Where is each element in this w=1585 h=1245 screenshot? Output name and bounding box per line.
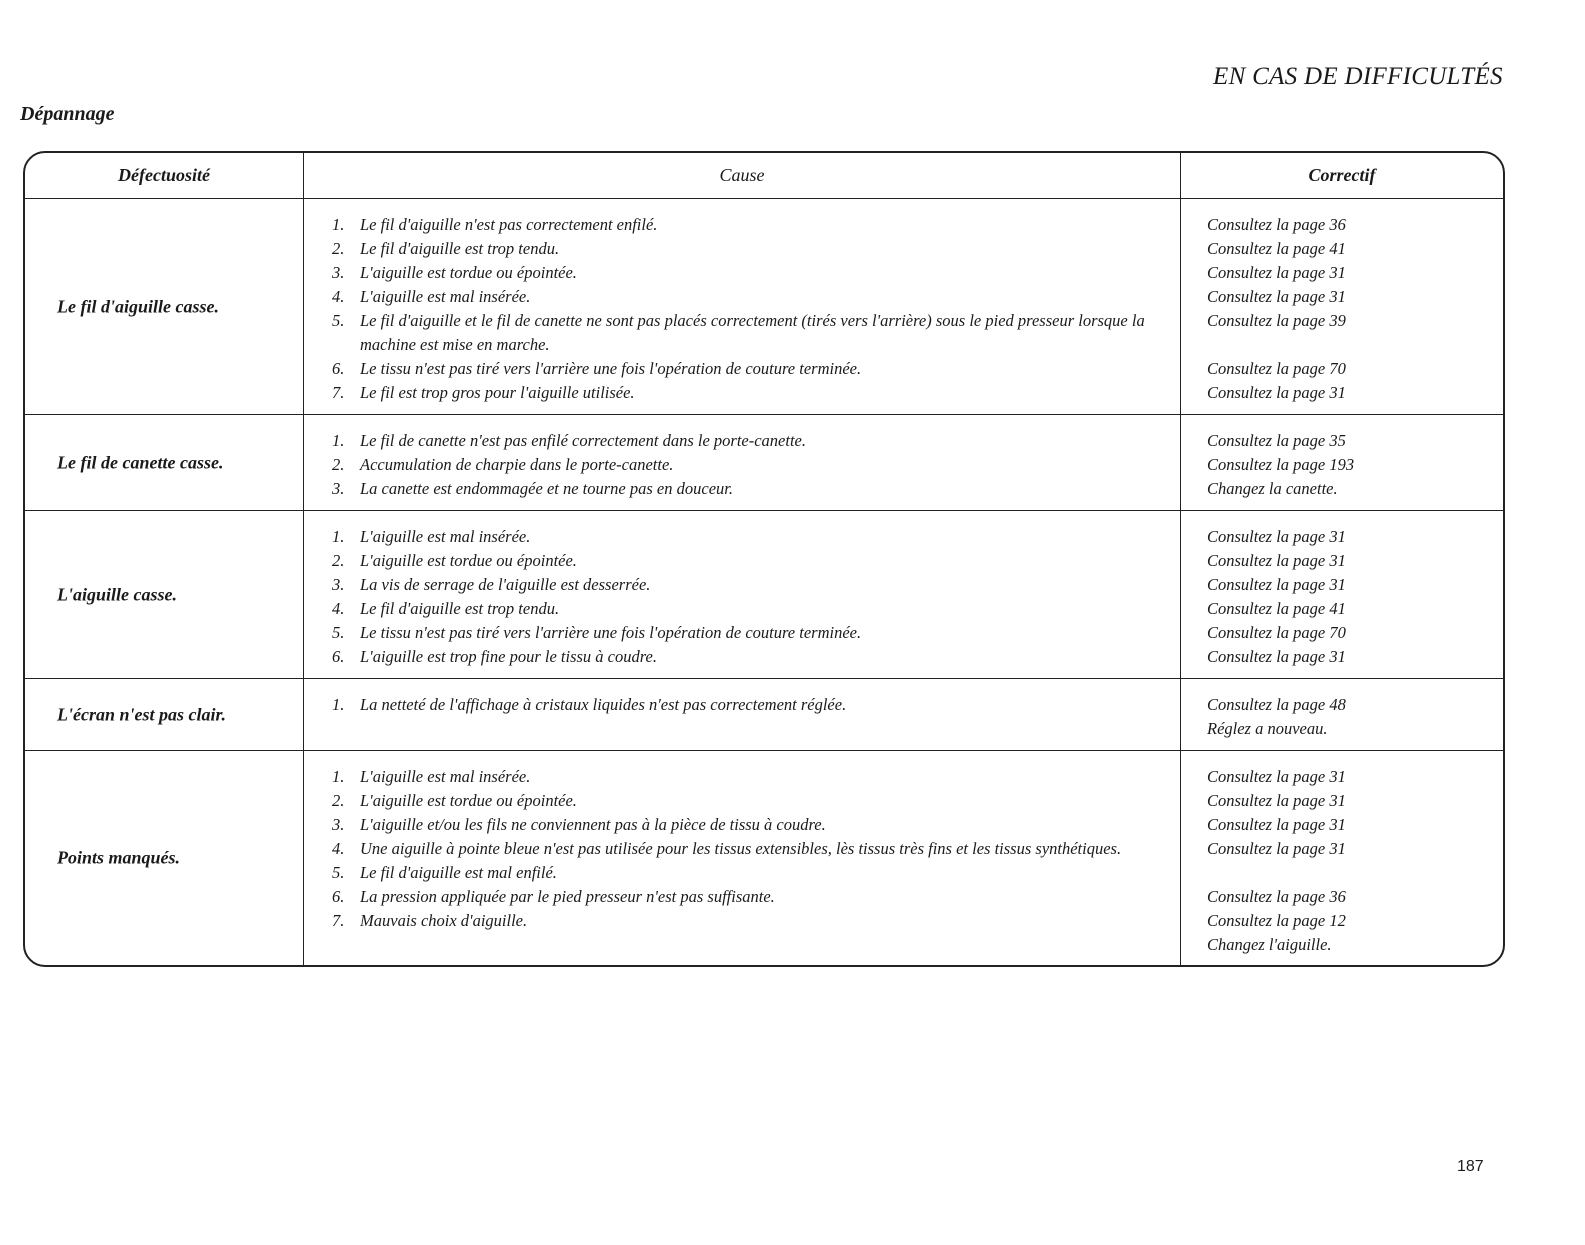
fix-item [1207, 333, 1346, 357]
fix-item: Consultez la page 31 [1207, 527, 1346, 546]
cause-item: 6. La pression appliquée par le pied presseur n'est pas suffisante. [332, 887, 775, 906]
table-row [25, 415, 1503, 511]
cause-cell [304, 679, 1181, 750]
defect-label: Le fil d'aiguille casse. [57, 296, 219, 316]
cause-item: 1. Le fil de canette n'est pas enfilé correctement dans le porte-canette. [332, 431, 806, 450]
fix-cell [1181, 511, 1503, 678]
fix-item: Changez l'aiguille. [1207, 935, 1332, 954]
fix-item: Changez la canette. [1207, 479, 1338, 498]
cause-item: 2. Accumulation de charpie dans le porte-canette. [332, 455, 674, 474]
fix-item: Consultez la page 41 [1207, 599, 1346, 618]
section-title: Dépannage [20, 103, 115, 125]
fix-item: Consultez la page 36 [1207, 215, 1346, 234]
defect-cell [25, 415, 304, 510]
fix-item: Consultez la page 35 [1207, 431, 1346, 450]
cause-item: 4. Une aiguille à pointe bleue n'est pas utilisée pour les tissus extensibles, lès tissus très fins et les tissus synthétiques. [332, 839, 1122, 858]
cause-item: 1. Le fil d'aiguille n'est pas correctement enfilé. [332, 215, 658, 234]
cause-item: 2. Le fil d'aiguille est trop tendu. [332, 239, 560, 258]
cause-item: 7. Mauvais choix d'aiguille. [332, 911, 528, 930]
table-row [25, 511, 1503, 679]
cause-item: 7. Le fil est trop gros pour l'aiguille utilisée. [332, 383, 635, 402]
fix-item: Consultez la page 41 [1207, 239, 1346, 258]
fix-item: Consultez la page 36 [1207, 887, 1346, 906]
fix-item [1207, 861, 1346, 885]
cause-item: 4. Le fil d'aiguille est trop tendu. [332, 599, 560, 618]
defect-label: L'aiguille casse. [57, 584, 177, 604]
cause-cell [304, 751, 1181, 965]
cause-item: 3. L'aiguille est tordue ou épointée. [332, 263, 577, 282]
defect-label: L'écran n'est pas clair. [57, 704, 227, 724]
fix-item: Consultez la page 31 [1207, 287, 1346, 306]
fix-item: Consultez la page 31 [1207, 815, 1346, 834]
cause-cell [304, 511, 1181, 678]
cause-item: 5. Le fil d'aiguille et le fil de canette ne sont pas placés correctement (tirés vers l'arrière) sous le pied presseur lorsque la machine est mise en marche. [332, 311, 1145, 354]
cause-item: 1. L'aiguille est mal insérée. [332, 767, 531, 786]
page-number: 187 [1457, 1158, 1484, 1175]
fix-cell [1181, 679, 1503, 750]
header-cause: Cause [304, 153, 1181, 198]
fix-item: Consultez la page 31 [1207, 791, 1346, 810]
cause-item: 2. L'aiguille est tordue ou épointée. [332, 791, 577, 810]
cause-item: 4. L'aiguille est mal insérée. [332, 287, 531, 306]
table-row [25, 199, 1503, 415]
defect-cell [25, 199, 304, 414]
fix-cell [1181, 199, 1503, 414]
fix-cell [1181, 415, 1503, 510]
cause-cell [304, 415, 1181, 510]
header-fix: Correctif [1308, 165, 1376, 185]
cause-item: 3. L'aiguille et/ou les fils ne conviennent pas à la pièce de tissu à coudre. [332, 815, 826, 834]
cause-item: 2. L'aiguille est tordue ou épointée. [332, 551, 577, 570]
fix-item: Consultez la page 31 [1207, 647, 1346, 666]
table-header-row [25, 153, 1503, 199]
fix-item: Consultez la page 31 [1207, 551, 1346, 570]
cause-item: 3. La canette est endommagée et ne tourne pas en douceur. [332, 479, 733, 498]
fix-item: Consultez la page 12 [1207, 911, 1346, 930]
table-row [25, 679, 1503, 751]
cause-item: 1. L'aiguille est mal insérée. [332, 527, 531, 546]
defect-label: Points manqués. [57, 847, 181, 868]
fix-item: Consultez la page 39 [1207, 311, 1346, 330]
chapter-title: EN CAS DE DIFFICULTÉS [1213, 63, 1503, 90]
fix-item: Consultez la page 31 [1207, 383, 1346, 402]
cause-cell [304, 199, 1181, 414]
fix-item: Consultez la page 31 [1207, 767, 1346, 786]
header-defect: Défectuosité [25, 153, 304, 198]
defect-cell [25, 751, 304, 965]
fix-item: Consultez la page 31 [1207, 839, 1346, 858]
fix-item: Consultez la page 193 [1207, 455, 1355, 474]
defect-cell [25, 679, 304, 750]
troubleshooting-table [23, 151, 1505, 967]
fix-item: Consultez la page 70 [1207, 623, 1346, 642]
cause-item: 6. L'aiguille est trop fine pour le tissu à coudre. [332, 647, 657, 666]
fix-item: Consultez la page 31 [1207, 575, 1346, 594]
cause-item: 3. La vis de serrage de l'aiguille est desserrée. [332, 575, 651, 594]
fix-item: Consultez la page 48 [1207, 695, 1346, 714]
cause-item: 6. Le tissu n'est pas tiré vers l'arrière une fois l'opération de couture terminée. [332, 359, 862, 378]
fix-cell [1181, 751, 1503, 965]
cause-item: 5. Le fil d'aiguille est mal enfilé. [332, 863, 557, 882]
cause-item: 1. La netteté de l'affichage à cristaux liquides n'est pas correctement réglée. [332, 695, 847, 714]
fix-item: Consultez la page 31 [1207, 263, 1346, 282]
defect-label: Le fil de canette casse. [57, 452, 224, 472]
defect-cell [25, 511, 304, 678]
cause-item: 5. Le tissu n'est pas tiré vers l'arrière une fois l'opération de couture terminée. [332, 623, 862, 642]
table-row [25, 751, 1503, 965]
fix-item: Consultez la page 70 [1207, 359, 1346, 378]
fix-item: Réglez a nouveau. [1207, 719, 1328, 738]
